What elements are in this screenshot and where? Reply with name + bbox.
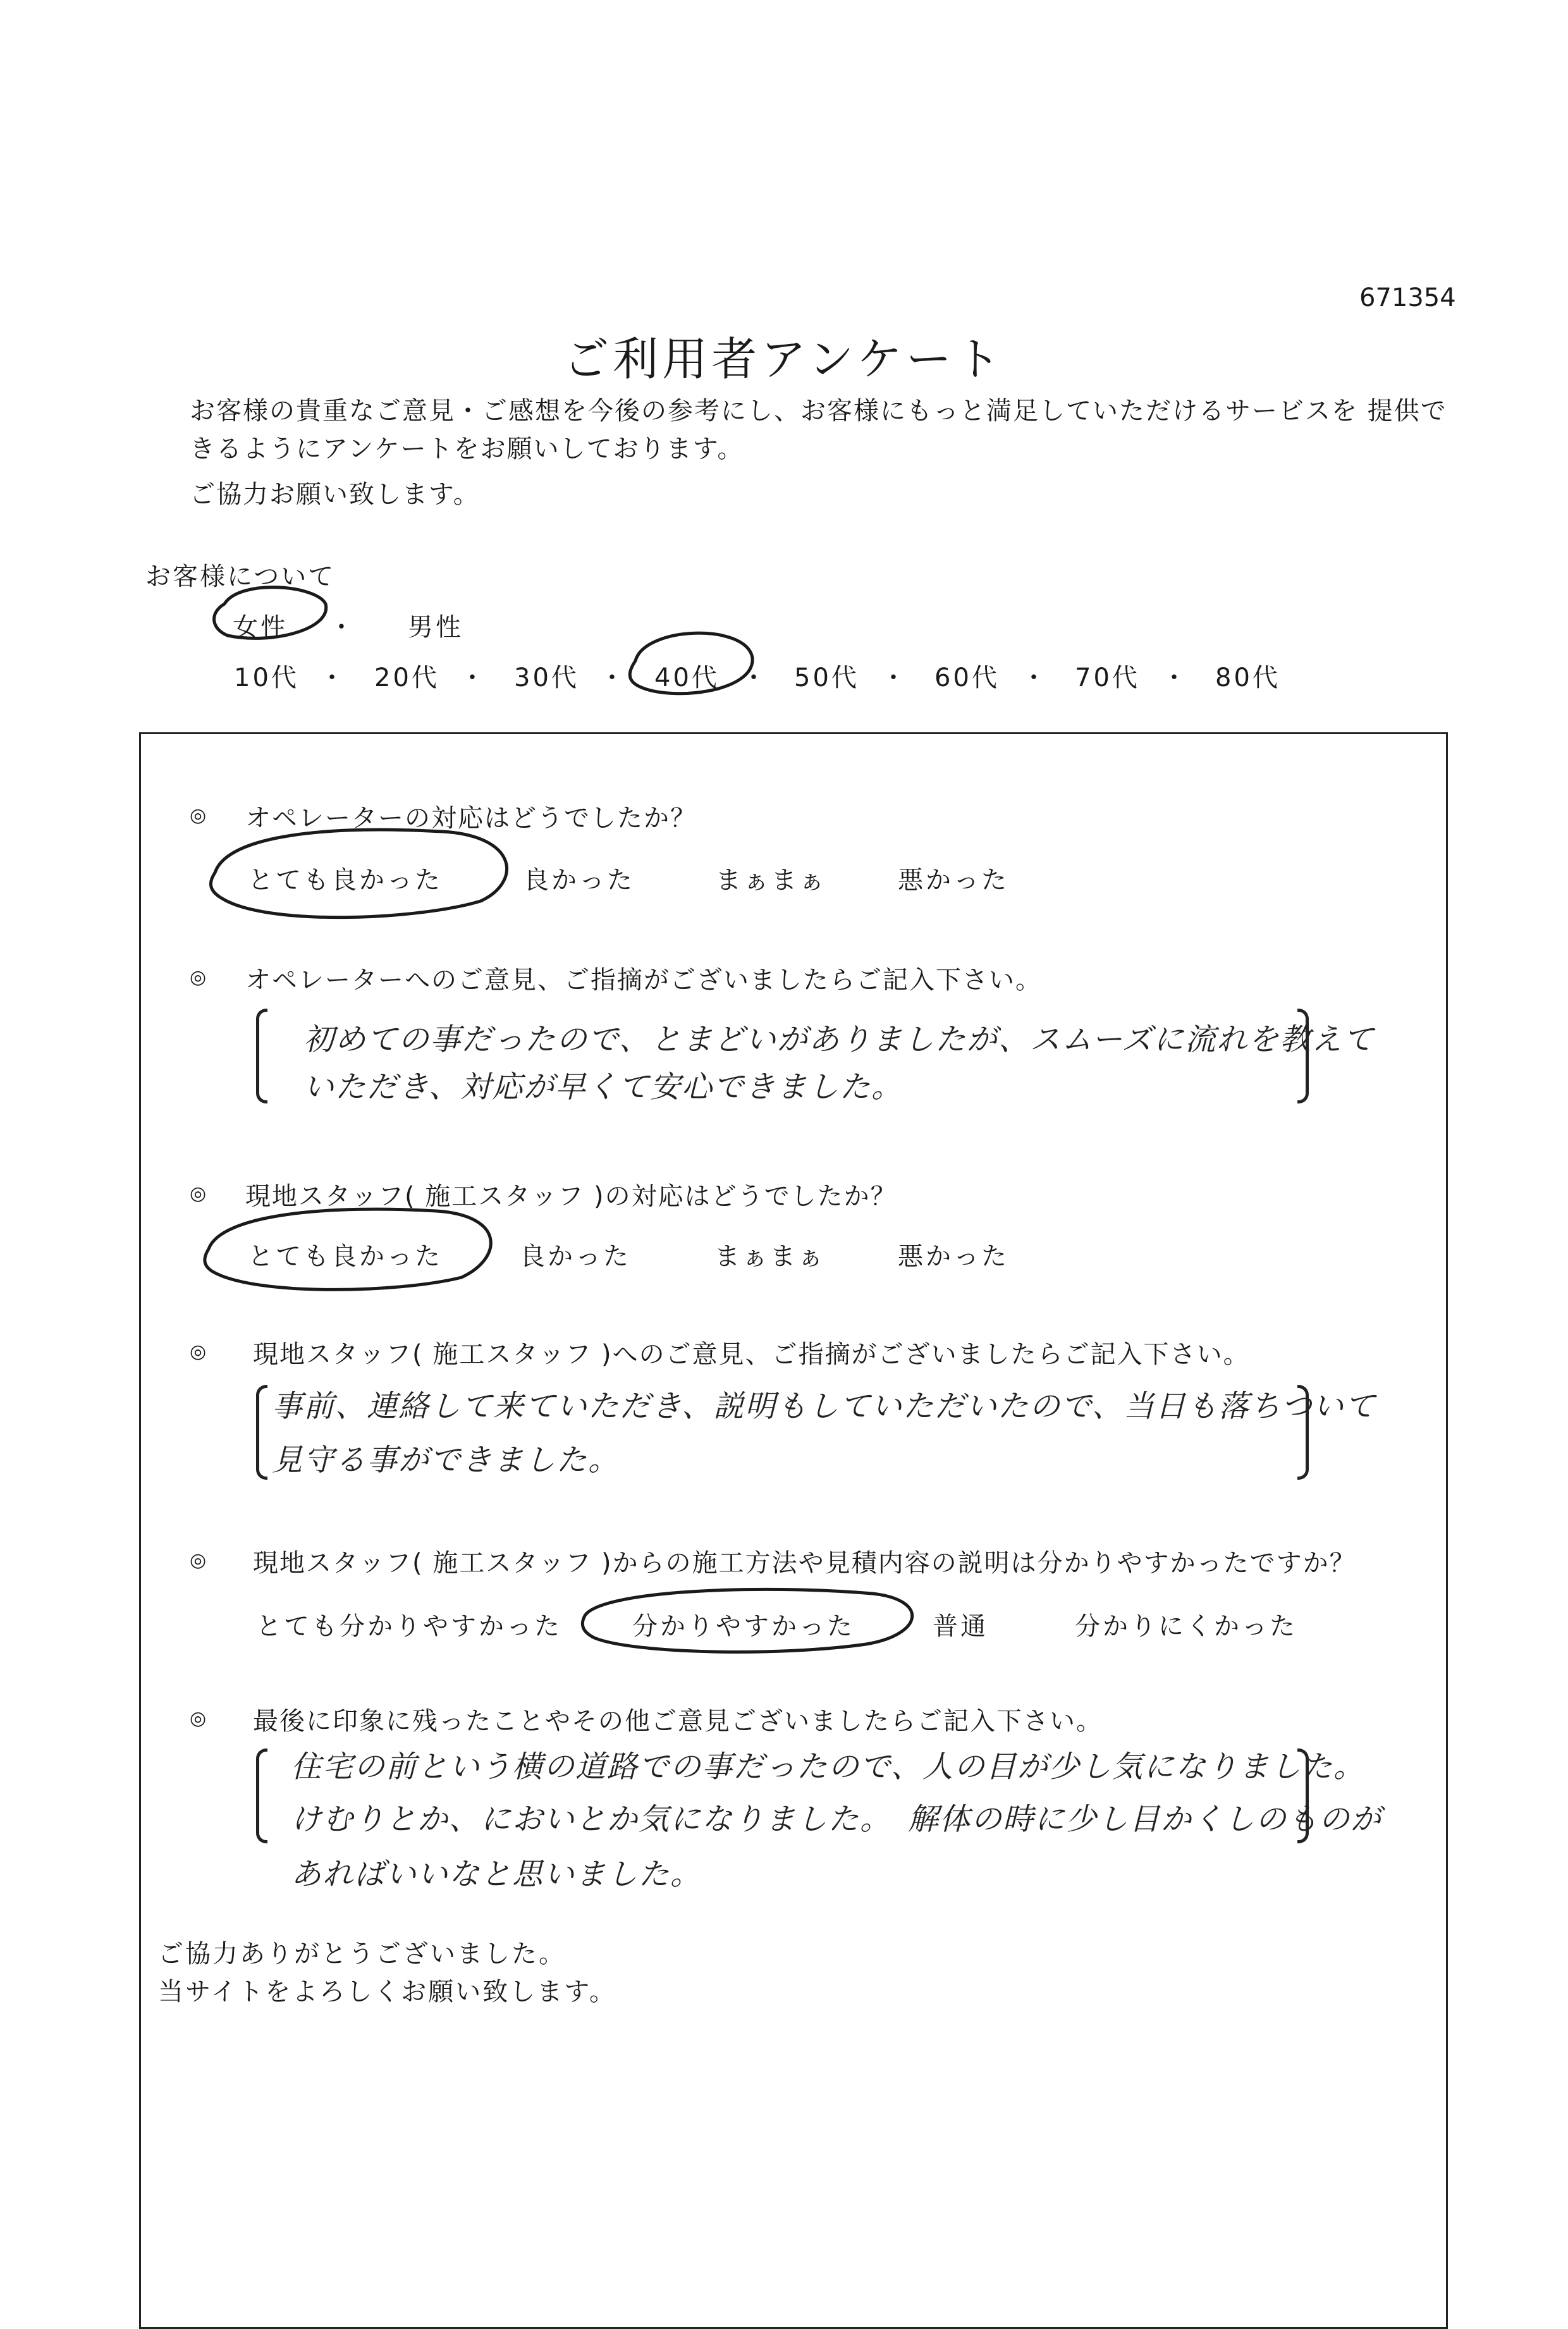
separator: ・ bbox=[1161, 663, 1187, 692]
q5-option-very-clear[interactable]: とても分かりやすかった bbox=[256, 1612, 562, 1641]
q3-option-average[interactable]: まぁまぁ bbox=[714, 1242, 826, 1271]
separator: ・ bbox=[319, 663, 345, 692]
q1-option-good[interactable]: 良かった bbox=[524, 866, 635, 895]
q1-option-bad[interactable]: 悪かった bbox=[898, 866, 1009, 895]
age-option-10s[interactable]: 10代 bbox=[234, 663, 299, 692]
age-option-80s[interactable]: 80代 bbox=[1215, 663, 1280, 692]
separator: ・ bbox=[1021, 663, 1046, 692]
q5-option-normal[interactable]: 普通 bbox=[933, 1612, 988, 1641]
bullet-icon: ◎ bbox=[190, 804, 207, 827]
separator: ・ bbox=[599, 663, 625, 692]
question-operator-comments: オペレーターへのご意見、ご指摘がございましたらご記入下さい。 bbox=[245, 966, 1042, 995]
question-final-comments: 最後に印象に残ったことやその他ご意見ございましたらご記入下さい。 bbox=[253, 1707, 1103, 1736]
q3-option-very-good[interactable]: とても良かった bbox=[248, 1242, 443, 1271]
separator: ・ bbox=[329, 613, 354, 642]
question-operator-response: オペレーターの対応はどうでしたか？ bbox=[245, 804, 697, 833]
q4-answer-line-2[interactable]: 見守る事ができました。 bbox=[272, 1442, 620, 1478]
age-option-20s[interactable]: 20代 bbox=[374, 663, 439, 692]
q1-option-average[interactable]: まぁまぁ bbox=[716, 866, 827, 895]
q6-answer-line-3[interactable]: あればいいなと思いました。 bbox=[291, 1857, 702, 1892]
question-staff-comments: 現地スタッフ( 施工スタッフ )へのご意見、ご指摘がございましたらご記入下さい。 bbox=[253, 1340, 1250, 1369]
separator: ・ bbox=[881, 663, 906, 692]
age-option-40s[interactable]: 40代 bbox=[654, 663, 720, 692]
bullet-icon: ◎ bbox=[190, 1707, 207, 1730]
bracket-left bbox=[256, 1009, 267, 1103]
bullet-icon: ◎ bbox=[190, 966, 207, 988]
age-option-60s[interactable]: 60代 bbox=[934, 663, 1000, 692]
customer-heading: お客様について bbox=[145, 562, 336, 591]
closing-line-1: ご協力ありがとうございました。 bbox=[158, 1939, 566, 1969]
q3-option-bad[interactable]: 悪かった bbox=[898, 1242, 1009, 1271]
q3-option-good[interactable]: 良かった bbox=[520, 1242, 631, 1271]
q4-answer-line-1[interactable]: 事前、連絡して来ていただき、説明もしていただいたので、当日も落ちついて bbox=[272, 1389, 1376, 1424]
bullet-icon: ◎ bbox=[190, 1549, 207, 1571]
document-id: 671354 bbox=[1359, 283, 1456, 312]
gender-option-female[interactable]: 女性 bbox=[233, 613, 288, 642]
q1-option-very-good[interactable]: とても良かった bbox=[248, 866, 443, 895]
q5-option-clear[interactable]: 分かりやすかった bbox=[632, 1612, 855, 1641]
intro-line-3: ご協力お願い致します。 bbox=[190, 480, 480, 509]
question-explanation-clarity: 現地スタッフ( 施工スタッフ )からの施工方法や見積内容の説明は分かりやすかったですか？ bbox=[253, 1549, 1356, 1578]
separator: ・ bbox=[460, 663, 485, 692]
q6-answer-line-1[interactable]: 住宅の前という横の道路での事だったので、人の目が少し気になりました。 bbox=[291, 1749, 1366, 1785]
bracket-left bbox=[256, 1385, 267, 1480]
intro-line-1: お客様の貴重なご意見・ご感想を今後の参考にし、お客様にもっと満足していただけるサービスを 提供で bbox=[190, 396, 1447, 426]
age-option-50s[interactable]: 50代 bbox=[794, 663, 859, 692]
age-option-30s[interactable]: 30代 bbox=[514, 663, 579, 692]
bullet-icon: ◎ bbox=[190, 1341, 207, 1363]
gender-option-male[interactable]: 男性 bbox=[408, 613, 463, 642]
question-staff-response: 現地スタッフ( 施工スタッフ )の対応はどうでしたか？ bbox=[245, 1182, 897, 1211]
intro-line-2: きるようにアンケートをお願いしております。 bbox=[190, 434, 744, 464]
q5-option-unclear[interactable]: 分かりにくかった bbox=[1075, 1612, 1297, 1641]
q2-answer-line-1[interactable]: 初めての事だったので、とまどいがありましたが、スムーズに流れを教えて bbox=[303, 1022, 1375, 1057]
age-option-70s[interactable]: 70代 bbox=[1075, 663, 1140, 692]
bullet-icon: ◎ bbox=[190, 1183, 207, 1205]
q2-answer-line-2[interactable]: いただき、対応が早くて安心できました。 bbox=[303, 1069, 903, 1105]
separator: ・ bbox=[741, 663, 766, 692]
page-title: ご利用者アンケート bbox=[563, 333, 1005, 386]
closing-line-2: 当サイトをよろしくお願い致します。 bbox=[158, 1977, 616, 2006]
q6-answer-line-2[interactable]: けむりとか、においとか気になりました。 解体の時に少し目かくしのものが bbox=[291, 1802, 1383, 1837]
bracket-left bbox=[256, 1748, 267, 1843]
